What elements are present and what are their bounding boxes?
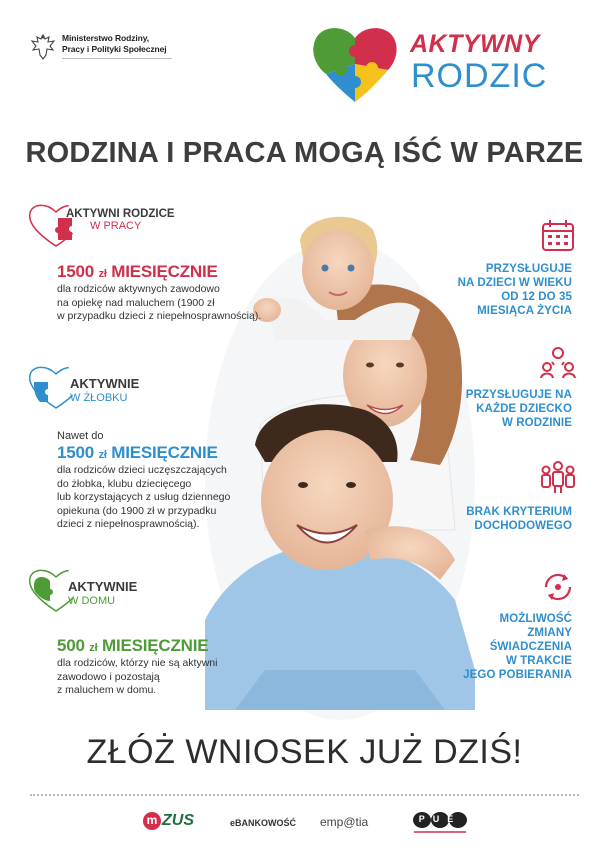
section3-amount <box>57 636 208 656</box>
eagle-emblem-icon <box>30 33 56 61</box>
dotted-divider <box>30 794 579 796</box>
section2-desc-line: do żłobka, klubu dziecięcego <box>57 477 192 490</box>
section1-desc-line: w przypadku dzieci z niepełnosprawnością). <box>57 310 262 322</box>
feature-every-child <box>466 388 572 430</box>
call-to-action: ZŁÓŻ WNIOSEK JUŻ DZIŚ! <box>86 733 523 771</box>
ministry-flag-bar <box>62 58 172 60</box>
zus-text: ZUS <box>162 812 194 829</box>
section2-desc-line: dla rodziców dzieci uczęszczających <box>57 464 227 476</box>
feature-age-range <box>458 262 572 318</box>
aktywny-rodzic-logo <box>310 24 580 104</box>
section1-amount <box>57 262 218 282</box>
section3-description <box>57 657 217 698</box>
feature-line: JEGO POBIERANIA <box>463 669 572 681</box>
section2-currency: zł <box>98 449 107 461</box>
section3-title: AKTYWNIE <box>68 579 138 594</box>
puzzle-heart-icon <box>310 24 400 104</box>
ministry-logo <box>30 33 172 61</box>
logo-word-rodzic: RODZIC <box>411 57 548 95</box>
section2-amount <box>57 443 218 463</box>
refresh-icon <box>540 570 576 604</box>
section2-title: AKTYWNIE <box>70 376 140 391</box>
pue-logo <box>410 810 470 837</box>
section3-subtitle: W DOMU <box>68 595 116 607</box>
empatia-logo: emp@tia <box>320 815 369 829</box>
section1-desc-line: na opiekę nad maluchem (1900 zł <box>57 296 215 309</box>
feature-line: W RODZINIE <box>502 417 572 429</box>
section1-title: AKTYWNI RODZICE <box>66 208 175 220</box>
section2-amount-value: 1500 <box>57 443 95 462</box>
section3-period: MIESIĘCZNIE <box>101 636 209 655</box>
pue-text: PUE <box>418 814 462 824</box>
ministry-name-line1: Ministerstwo Rodziny, <box>62 33 149 43</box>
feature-line: ZMIANY <box>527 627 572 639</box>
feature-line: W TRAKCIE <box>505 655 572 667</box>
section2-prefix: Nawet do <box>57 430 104 442</box>
ministry-name-line2: Pracy i Polityki Społecznej <box>62 44 167 54</box>
feature-line: MOŻLIWOŚĆ <box>499 613 572 625</box>
section1-description <box>57 283 261 324</box>
feature-switch-benefit <box>463 612 572 682</box>
feature-line: PRZYSŁUGUJE <box>485 263 572 275</box>
feature-line: BRAK KRYTERIUM <box>466 506 572 518</box>
ebankowosc-logo: eBANKOWOŚĆ <box>230 818 297 828</box>
section1-currency: zł <box>98 268 107 280</box>
section3-currency: zł <box>89 642 98 654</box>
section3-desc-line: zawodowo i pozostają <box>57 670 160 683</box>
family-photo <box>205 200 475 725</box>
section3-desc-line: z maluchem w domu. <box>57 684 157 696</box>
section1-desc-line: dla rodziców aktywnych zawodowo <box>57 283 220 295</box>
feature-line: OD 12 DO 35 <box>501 291 572 303</box>
feature-line: NA DZIECI W WIEKU <box>457 277 572 289</box>
group-icon <box>540 460 576 494</box>
calendar-icon <box>540 218 576 252</box>
feature-no-income-criterion <box>466 505 572 533</box>
section2-period: MIESIĘCZNIE <box>111 443 218 462</box>
feature-line: MIESIĄCA ŻYCIA <box>477 305 572 317</box>
page-headline: RODZINA I PRACA MOGĄ IŚĆ W PARZE <box>25 137 584 169</box>
feature-line: DOCHODOWEGO <box>474 520 572 532</box>
section3-amount-value: 500 <box>57 636 85 655</box>
feature-line: ŚWIADCZENIA <box>489 641 572 653</box>
logo-word-aktywny: AKTYWNY <box>410 30 540 58</box>
section3-desc-line: dla rodziców, którzy nie są aktywni <box>57 657 218 669</box>
section2-desc-line: dzieci z niepełnosprawnością). <box>57 518 200 530</box>
zus-m-badge: m <box>143 812 161 830</box>
section2-description <box>57 464 230 532</box>
section2-desc-line: lub korzystających z usług dziennego <box>57 491 231 503</box>
section1-amount-value: 1500 <box>57 262 95 281</box>
section1-subtitle: W PRACY <box>90 220 142 232</box>
feature-line: PRZYSŁUGUJE NA <box>465 389 572 401</box>
feature-line: KAŻDE DZIECKO <box>476 403 572 415</box>
zus-logo <box>143 812 194 830</box>
section1-period: MIESIĘCZNIE <box>111 262 218 281</box>
family-icon <box>540 345 576 379</box>
section2-subtitle: W ŻŁOBKU <box>70 392 128 404</box>
section2-desc-line: opiekuna (do 1900 zł w przypadku <box>57 504 217 517</box>
